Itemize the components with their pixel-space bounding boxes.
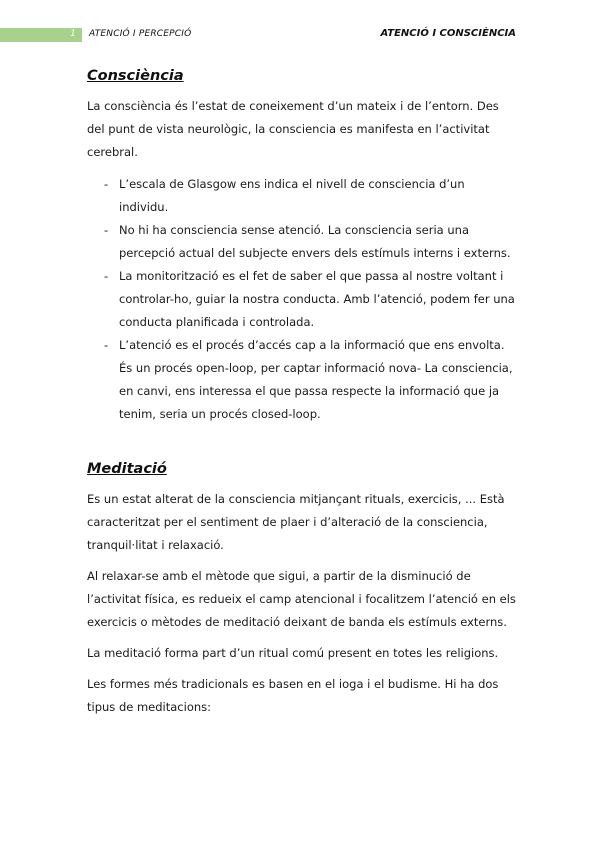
section-heading-consciencia: Consciència [87,68,184,84]
paragraph: Es un estat alterat de la consciencia mitjançant rituals, exercicis, ... Està caracteritzat per el sentiment de plaer i d’alteració de la consciencia, tranquil·litat i relaxació. [87,492,505,552]
list-item: - No hi ha consciencia sense atenció. La consciencia seria una percepció actual del subjecte envers dels estímuls interns i externs. [104,223,511,260]
list-item-text: L’atenció es el procés d’accés cap a la informació que ens envolta. És un procés open-loop, per captar informació nova- La consciencia, en canvi, ens interessa el que passa respecte la informació que ja tenim, seria un procés closed-loop. [119,338,513,421]
page-header [0,28,600,44]
header-chapter-title: ATENCIÓ I CONSCIÈNCIA [380,28,516,39]
paragraph: Al relaxar-se amb el mètode que sigui, a partir de la disminució de l’activitat física, es redueix el camp atencional i focalitzem l’atenció en els exercicis o mètodes de meditació deixant de banda els estímuls externs. [87,569,516,629]
header-subject-title: ATENCIÓ I PERCEPCIÓ [89,29,192,39]
list-item: - L’atenció es el procés d’accés cap a la informació que ens envolta. És un procés open-loop, per captar informació nova- La consciencia, en canvi, ens interessa el que passa respecte la informació que ja tenim, seria un procés closed-loop. [104,338,513,421]
page-number: 1 [70,29,76,39]
paragraph: La meditació forma part d’un ritual comú present en totes les religions. [87,646,499,660]
paragraph: Les formes més tradicionals es basen en el ioga i el budisme. Hi ha dos tipus de meditacions: [87,677,499,714]
paragraph-intro: La consciència és l’estat de coneixement d’un mateix i de l’entorn. Des del punt de vista neurològic, la consciencia es manifesta en l’activitat cerebral. [87,99,499,159]
list-item-text: L’escala de Glasgow ens indica el nivell de consciencia d’un individu. [119,177,465,214]
bullet-list [87,173,517,426]
page-content [87,68,517,719]
section-heading-meditacio: Meditació [87,461,167,477]
list-item: - La monitorització es el fet de saber el que passa al nostre voltant i controlar-ho, guiar la nostra conducta. Amb l’atenció, podem fer una conducta planificada i controlada. [104,269,515,329]
list-item-text: La monitorització es el fet de saber el que passa al nostre voltant i controlar-ho, guiar la nostra conducta. Amb l’atenció, podem fer una conducta planificada i controlada. [119,269,515,329]
list-item-text: No hi ha consciencia sense atenció. La consciencia seria una percepció actual del subjecte envers dels estímuls interns i externs. [119,223,511,260]
list-item: - L’escala de Glasgow ens indica el nivell de consciencia d’un individu. [104,177,465,214]
